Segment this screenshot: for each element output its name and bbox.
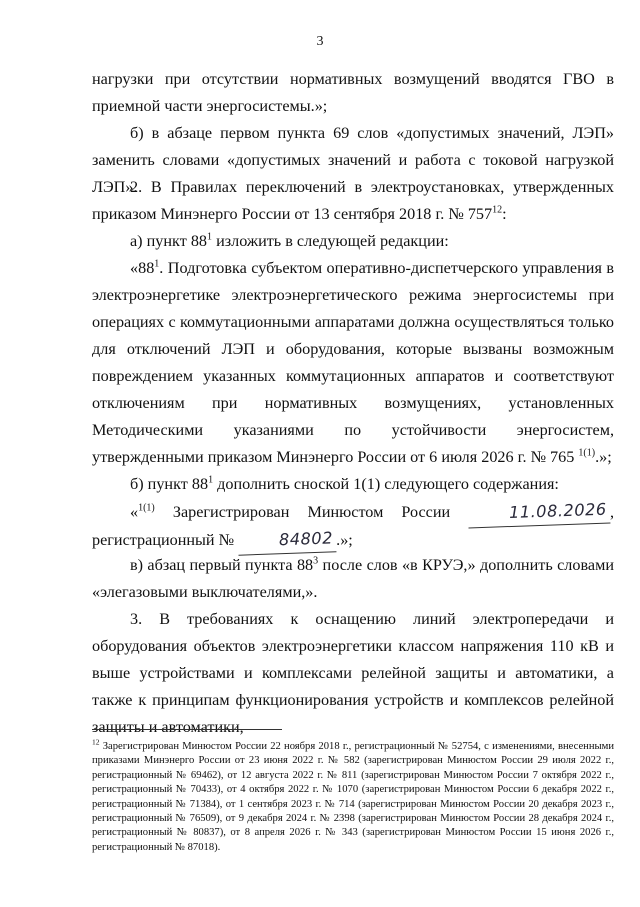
paragraph-item-a [92,228,614,255]
paragraph-text: «88 [130,259,155,277]
handwritten-date: 11.08.2026 [468,496,611,529]
paragraph-continuation [92,66,614,120]
superscript: 1 [208,474,214,486]
paragraph-text: нагрузки при отсутствии нормативных возмущений вводятся ГВО в приемной части энергосистемы.»; [92,70,614,115]
handwritten-registration-number: 84802 [238,524,337,555]
paragraph-text: 2. В Правилах переключений в электроустановках, утвержденных приказом Минэнерго России от 13 сентября 2018 г. № 757 [92,178,614,223]
superscript: 1 [154,258,160,270]
superscript: 3 [313,555,319,567]
footnote-text: Зарегистрирован Минюстом России 22 ноября 2018 г., регистрационный № 52754, с изменениями, внесенными приказами Минэнерго России от 23 июня 2022 г. № 582 (зарегистрирован Минюстом России 29 июля 2022 г., регистрационный № 69462), от 12 августа 2022 г. № 811 (зарегистрирован Минюстом России 7 октября 2022 г., регистрационный № 70433), от 4 октября 2022 г. № 1070 (зарегистрирован Минюстом России 6 декабря 2022 г., регистрационный № 71384), от 1 сентября 2023 г. № 714 (зарегистрирован Минюстом России 20 декабря 2023 г., регистрационный № 76509), от 9 декабря 2024 г. № 2398 (зарегистрирован Минюстом России 28 декабря 2024 г., регистрационный № 80837), от 8 апреля 2026 г. № 343 (зарегистрирован Минюстом России 15 июня 2026 г., регистрационный № 87018). [92,741,614,853]
paragraph-section-2 [92,174,614,228]
paragraph-footnote-insert [92,498,614,554]
paragraph-text: , регистрационный № [92,503,614,549]
paragraph-section-3 [92,606,614,741]
paragraph-text-end: изложить в следующей редакции: [212,232,449,250]
footnote-reference: 1(1) [578,447,596,459]
superscript: 1 [207,231,213,243]
paragraph-text: б) пункт 88 [130,475,209,493]
paragraph-text-end: после слов «в КРУЭ,» дополнить словами «элегазовыми выключателями,». [92,556,614,601]
paragraph-text: б) в абзаце первом пункта 69 слов «допустимых значений, ЛЭП» заменить словами «допустимых значений и работа с токовой нагрузкой ЛЭП». [92,124,614,196]
paragraph-text: в) абзац первый пункта 88 [130,556,314,574]
footnote-marker: 12 [92,737,100,747]
paragraph-item-b-88 [92,471,614,498]
paragraph-text: Зарегистрирован Минюстом России [154,503,469,521]
paragraph-text: а) пункт 88 [130,232,208,250]
paragraph-text-end: : [502,205,507,223]
paragraph-text-body: . Подготовка субъектом оперативно-диспетчерского управления в электроэнергетике электроэнергетического режима энергосистемы при операциях с коммутационными аппаратами должна осуществляться только для отключений ЛЭП и оборудования, которые вызваны возможным повреждением указанных коммутационных аппаратов и соответствуют отключениям при нормативных возмущениях, установленных Методическими указаниями по устойчивости энергосистем, утвержденными приказом Минэнерго России от 6 июля 2026 г. № 765 [92,259,614,466]
footnote-12 [92,737,614,855]
footnote-reference: 12 [492,204,503,216]
paragraph-item-v [92,552,614,606]
footnote-divider [92,729,282,730]
paragraph-text-end: .»; [595,448,612,466]
page-number: 3 [316,34,324,49]
paragraph-text: « [130,503,139,521]
paragraph-text-end: .»; [336,531,353,549]
superscript: 1(1) [138,502,155,514]
paragraph-quote-88-1 [92,255,614,471]
paragraph-text-end: дополнить сноской 1(1) следующего содержания: [213,475,559,493]
paragraph-text: 3. В требованиях к оснащению линий электропередачи и оборудования объектов электроэнергетики классом напряжения 110 кВ и выше устройствами и комплексами релейной защиты и автоматики, а также к принципам функционирования устройств и комплексов релейной защиты и автоматики, [92,610,614,736]
